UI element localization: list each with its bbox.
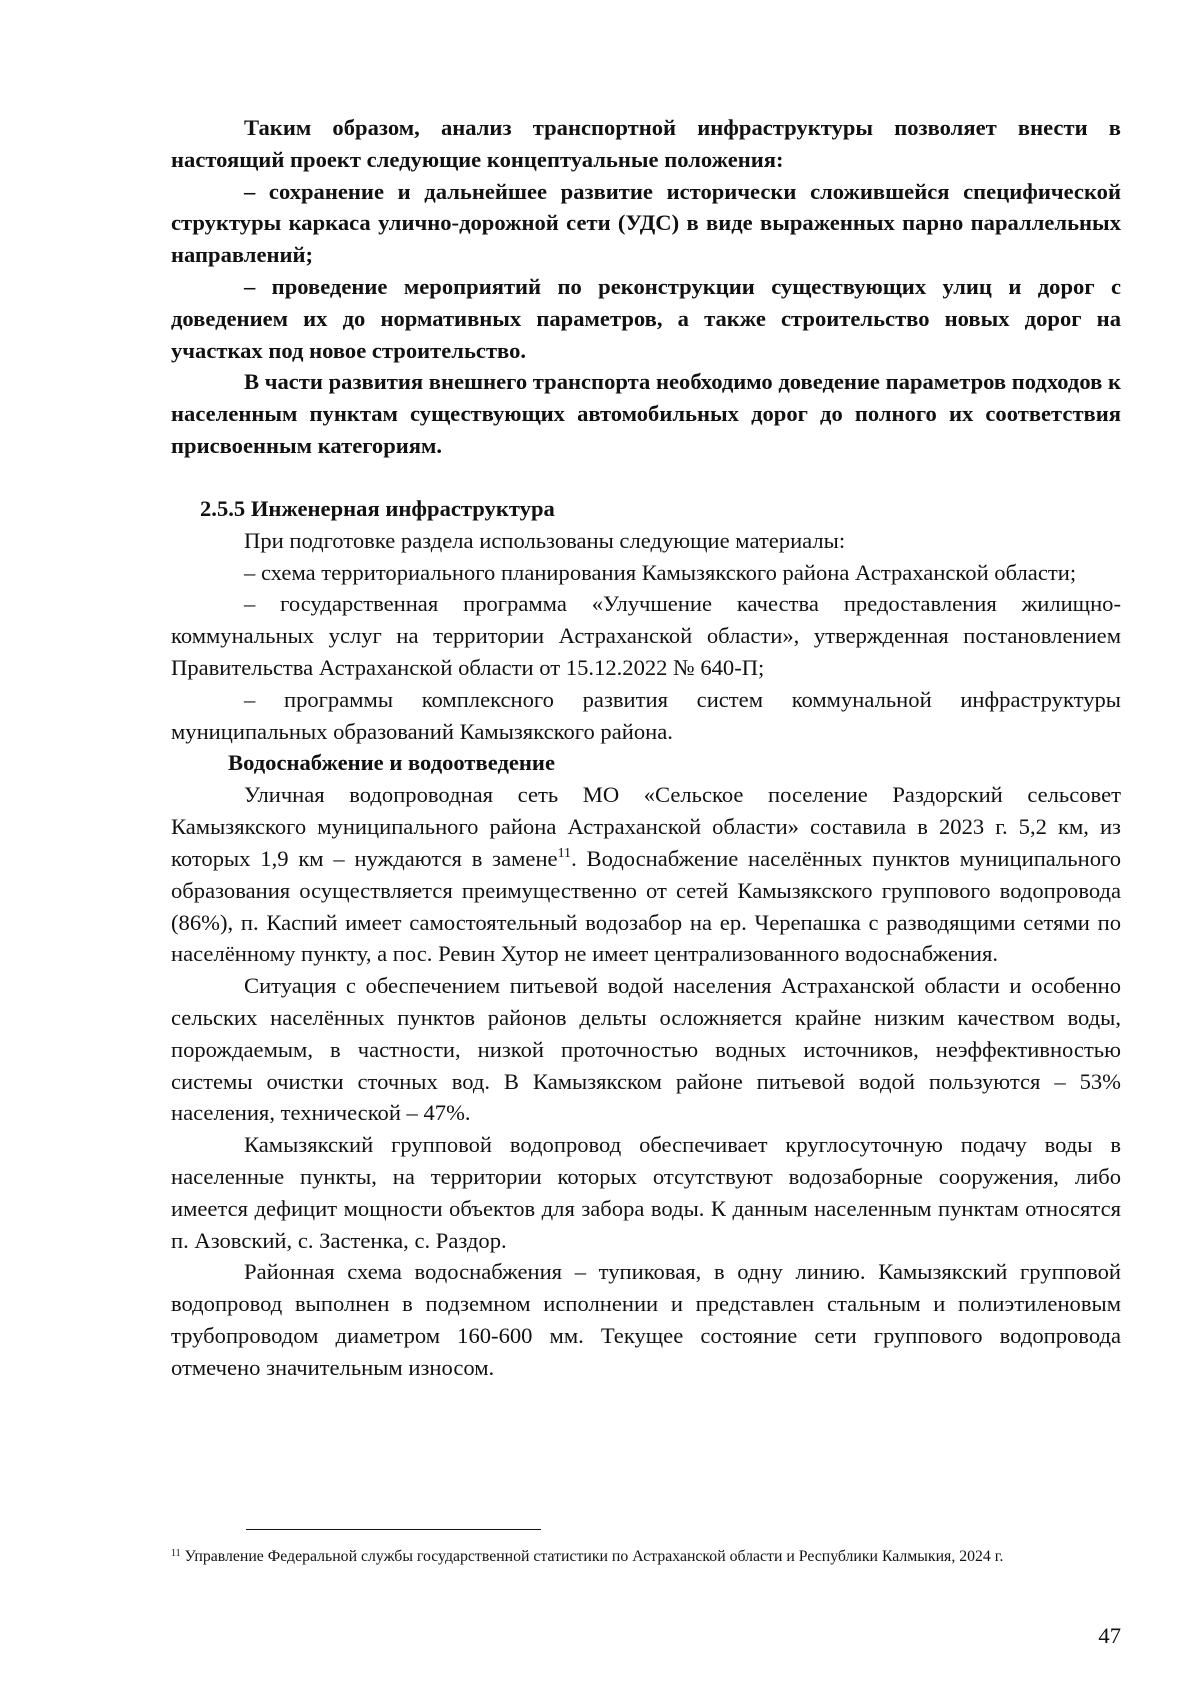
section-intro: При подготовке раздела использованы следующие материалы:: [244, 527, 846, 553]
water-paragraph-3: Камызякский групповой водопровод обеспечивает круглосуточную подачу воды в населенные пункты, на территории которых отсутствуют водозаборные сооружения, либо имеется дефицит мощности объектов для забора воды. К данным населенным пунктам относятся п. Азовский, с. Застенка, с. Раздор.: [171, 1132, 1121, 1253]
section-heading: 2.5.5 Инженерная инфраструктура: [200, 495, 555, 521]
conclusion-item-2: – проведение мероприятий по реконструкции существующих улиц и дорог с доведением их до нормативных параметров, а также строительство новых дорог на участках под новое строительство.: [171, 273, 1121, 363]
water-paragraph-1-text: Уличная водопроводная сеть МО «Сельское поселение Раздорский сельсовет Камызякского муниципального района Астраханской области» составила в 2023 г. 5,2 км, из которых 1,9 км – нуждаются в замене: [171, 782, 1121, 871]
water-paragraph-1: [171, 779, 1121, 970]
subsection-heading: Водоснабжение и водоотведение: [228, 750, 555, 776]
document-body: [171, 112, 1121, 1383]
footnote-text: Управление Федеральной службы государственной статистики по Астраханской области и Республики Калмыкия, 2024 г.: [180, 1548, 1004, 1565]
footnote-reference: 11: [557, 845, 572, 861]
footnote-separator: [246, 1529, 541, 1530]
footnote: [171, 1546, 1121, 1568]
page-number: 47: [1098, 1623, 1121, 1648]
materials-list-item: – программы комплексного развития систем коммунальной инфраструктуры муниципальных образований Камызякского района.: [171, 686, 1121, 744]
materials-list-item: – схема территориального планирования Камызякского района Астраханской области;: [244, 559, 1077, 585]
materials-list-item: – государственная программа «Улучшение качества предоставления жилищно-коммунальных услуг на территории Астраханской области», утвержденная постановлением Правительства Астраханской области от 15.12.2022 № 640-П;: [171, 591, 1121, 680]
water-paragraph-2: Ситуация с обеспечением питьевой водой населения Астраханской области и особенно сельских населённых пунктов районов дельты осложняется крайне низким качеством воды, порождаемым, в частности, низкой проточностью водных источников, неэффективностью системы очистки сточных вод. В Камызякском районе питьевой водой пользуются – 53% населения, технической – 47%.: [171, 973, 1121, 1126]
water-paragraph-1-text-cont: . Водоснабжение населённых пунктов муниципального образования осуществляется преимущественно от сетей Камызякского группового водопровода (86%), п. Каспий имеет самостоятельный водозабор на ер. Черепашка с разводящими сетями по населённому пункту, а пос. Ревин Хутор не имеет централизованного водоснабжения.: [171, 845, 1121, 967]
footnote-marker: 11: [171, 1548, 181, 1559]
conclusion-paragraph-1: Таким образом, анализ транспортной инфраструктуры позволяет внести в настоящий проект следующие концептуальные положения:: [171, 115, 1121, 172]
water-paragraph-4: Районная схема водоснабжения – тупиковая, в одну линию. Камызякский групповой водопровод выполнен в подземном исполнении и представлен стальным и полиэтиленовым трубопроводом диаметром 160-600 мм. Текущее состояние сети группового водопровода отмечено значительным износом.: [171, 1259, 1121, 1380]
conclusion-item-1: – сохранение и дальнейшее развитие исторически сложившейся специфической структуры каркаса улично-дорожной сети (УДС) в виде выраженных парно параллельных направлений;: [171, 178, 1121, 268]
conclusion-paragraph-2: В части развития внешнего транспорта необходимо доведение параметров подходов к населенным пунктам существующих автомобильных дорог до полного их соответствия присвоенным категориям.: [171, 369, 1121, 458]
